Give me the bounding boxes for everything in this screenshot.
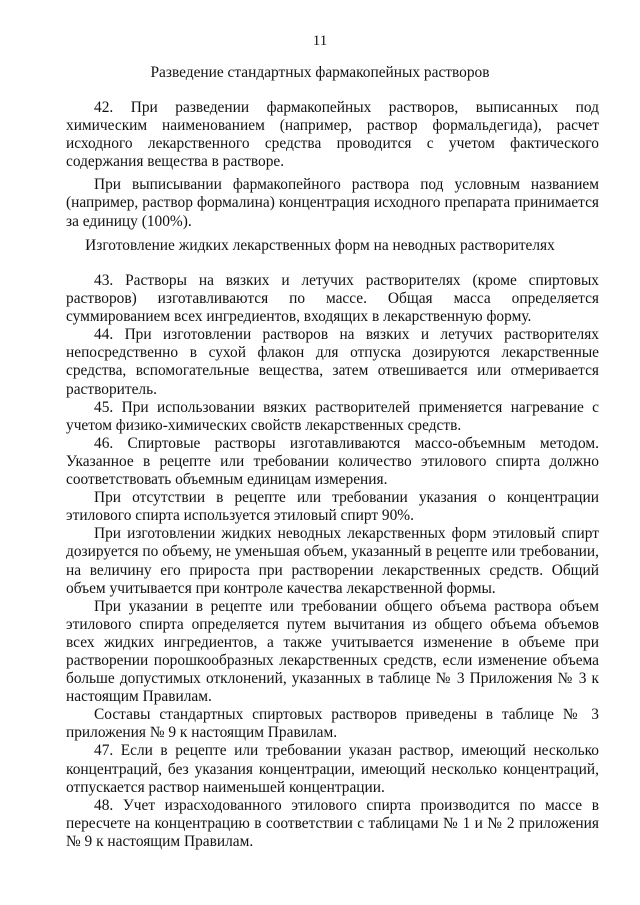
section-heading-nonaqueous: Изготовление жидких лекарственных форм на неводных растворителях xyxy=(85,237,555,254)
paragraph-42: 42. При разведении фармакопейных растворов, выписанных под химическим наименованием (например, раствор формальдегида), расчет исходного лекарственного средства проводится с учетом фактического содержания вещества в растворе. xyxy=(66,99,599,171)
page-number: 11 xyxy=(312,33,328,49)
paragraph-46: 46. Спиртовые растворы изготавливаются массо-объемным методом. Указанное в рецепте или требовании количество этилового спирта должно соответствовать объемным единицам измерения. xyxy=(66,434,599,489)
paragraph-47: 47. Если в рецепте или требовании указан раствор, имеющий несколько концентраций, без указания концентрации, имеющий несколько концентраций, отпускается раствор наименьшей концентрации. xyxy=(66,742,599,796)
paragraph-48: 48. Учет израсходованного этилового спирта производится по массе в пересчете на концентрацию в соответствии с таблицами № 1 и № 2 приложения № 9 к настоящим Правилам. xyxy=(66,796,599,850)
paragraph-46-standard-solutions: Составы стандартных спиртовых растворов приведены в таблице № 3 приложения № 9 к настоящим Правилам. xyxy=(66,706,599,742)
paragraph-45: 45. При использовании вязких растворителей применяется нагревание с учетом физико-химических свойств лекарственных средств. xyxy=(66,398,599,434)
section-body-dilution xyxy=(66,99,599,231)
paragraph-43: 43. Растворы на вязких и летучих растворителях (кроме спиртовых растворов) изготавливаются по массе. Общая масса определяется суммированием всех ингредиентов, входящих в лекарственную форму. xyxy=(66,272,599,326)
paragraph-46-dosing: При изготовлении жидких неводных лекарственных форм этиловый спирт дозируется по объему, не уменьшая объем, указанный в рецепте или требовании, на величину его прироста при растворении лекарственных средств. Общий объем учитывается при контроле качества лекарственной формы. xyxy=(66,525,599,597)
section-body-nonaqueous xyxy=(66,272,599,851)
paragraph-42-continued: При выписывании фармакопейного раствора под условным названием (например, раствор формалина) концентрация исходного препарата принимается за единицу (100%). xyxy=(66,176,599,230)
paragraph-46-total-volume: При указании в рецепте или требовании общего объема раствора объем этилового спирта определяется путем вычитания из общего объема объемов всех жидких ингредиентов, а также учитывается изменение в объеме при растворении порошкообразных лекарственных средств, если изменение объема больше допустимых отклонений, указанных в таблице № 3 Приложения № 3 к настоящим Правилам. xyxy=(66,597,599,706)
paragraph-44: 44. При изготовлении растворов на вязких и летучих растворителях непосредственно в сухой флакон для отпуска дозируются лекарственные средства, вспомогательные вещества, затем отвешивается или отмеривается растворитель. xyxy=(66,326,599,398)
section-heading-dilution: Разведение стандартных фармакопейных растворов xyxy=(150,64,490,81)
paragraph-46-concentration: При отсутствии в рецепте или требовании указания о концентрации этилового спирта используется этиловый спирт 90%. xyxy=(66,489,599,525)
